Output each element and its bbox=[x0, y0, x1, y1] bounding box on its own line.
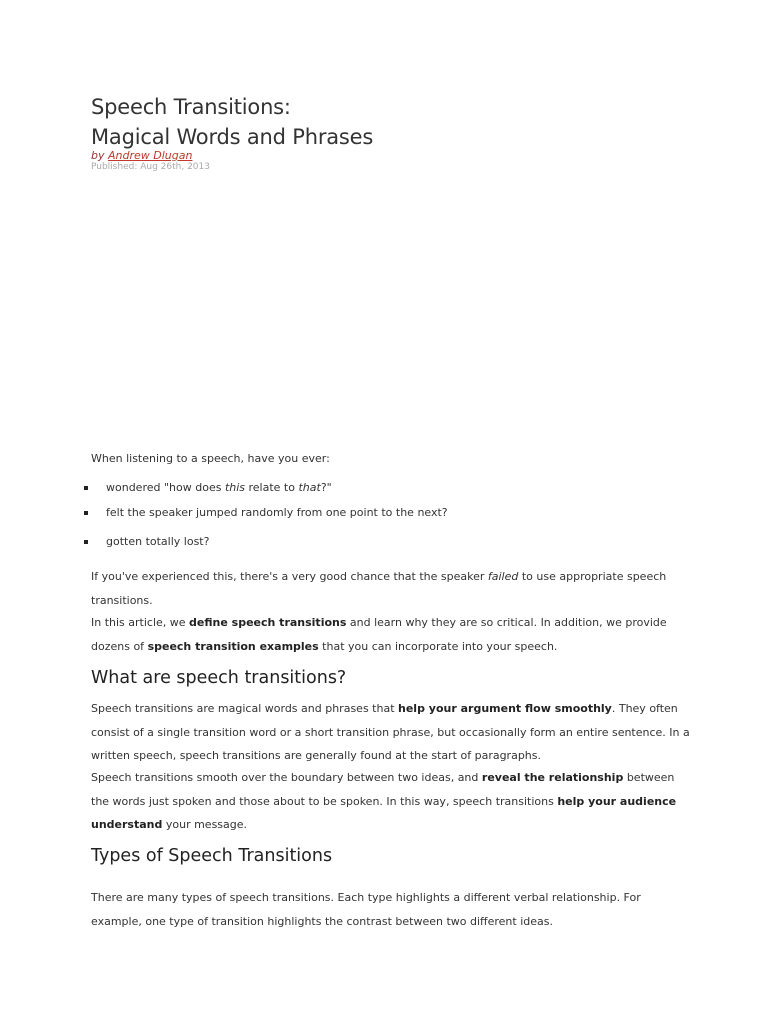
paragraph: There are many types of speech transitions. Each type highlights a different verbal relationship. For example, one type of transition highlights the contrast between two different ideas. bbox=[91, 891, 641, 928]
text-run: If you've experienced this, there's a very good chance that the speaker bbox=[91, 570, 488, 583]
strong-text: reveal the relationship bbox=[481, 771, 624, 784]
text-run: . They often consist of a single transition word or a short transition phrase, but occasionally form an entire sentence. In a written speech, speech transitions are generally found at the start of paragraphs. bbox=[91, 702, 690, 762]
question-text: gotten totally lost? bbox=[106, 535, 210, 548]
article-title-line1: Speech Transitions: bbox=[91, 95, 291, 119]
list-item bbox=[84, 506, 448, 519]
strong-text: speech transition examples bbox=[147, 639, 319, 653]
strong-text: define speech transitions bbox=[189, 616, 347, 629]
question-text: ?" bbox=[320, 481, 332, 494]
byline bbox=[91, 149, 192, 162]
text-run: that you can incorporate into your speech. bbox=[318, 639, 558, 653]
text-run: between the words just spoken and those about to be spoken. In this way, speech transitions bbox=[91, 771, 675, 808]
section-heading: What are speech transitions? bbox=[91, 668, 347, 688]
article-title bbox=[91, 92, 373, 152]
paragraph bbox=[91, 611, 691, 658]
text-run: Speech transitions smooth over the boundary between two ideas, and bbox=[91, 771, 482, 784]
paragraph bbox=[91, 766, 691, 837]
paragraph bbox=[91, 697, 691, 768]
section-heading: Types of Speech Transitions bbox=[91, 846, 333, 866]
strong-text: help your audience understand bbox=[91, 794, 677, 831]
text-run: and learn why they are so critical. In addition, we provide dozens of bbox=[91, 616, 667, 653]
question-text: relate to bbox=[245, 481, 299, 494]
emphasis: that bbox=[298, 481, 321, 494]
byline-label: by bbox=[91, 149, 105, 162]
strong-text: help your argument flow smoothly bbox=[398, 702, 612, 715]
emphasis: failed bbox=[487, 570, 519, 583]
intro-text: When listening to a speech, have you ever: bbox=[91, 452, 330, 465]
author-link[interactable]: Andrew Dlugan bbox=[108, 149, 193, 162]
question-text: wondered "how does bbox=[106, 481, 225, 494]
text-run: In this article, we bbox=[91, 616, 190, 629]
list-item bbox=[84, 481, 332, 494]
bullet-icon bbox=[84, 511, 88, 515]
bullet-icon bbox=[84, 486, 88, 490]
text-run: Speech transitions are magical words and phrases that bbox=[91, 702, 399, 715]
list-item bbox=[84, 535, 209, 548]
paragraph bbox=[91, 565, 691, 612]
text-run: your message. bbox=[162, 818, 248, 831]
text-run: to use appropriate speech transitions. bbox=[91, 570, 667, 607]
emphasis: this bbox=[224, 481, 246, 494]
published-date: Published: Aug 26th, 2013 bbox=[91, 162, 210, 172]
question-text: felt the speaker jumped randomly from one point to the next? bbox=[106, 506, 448, 519]
article-title-line2: Magical Words and Phrases bbox=[91, 125, 374, 149]
bullet-icon bbox=[84, 540, 88, 544]
